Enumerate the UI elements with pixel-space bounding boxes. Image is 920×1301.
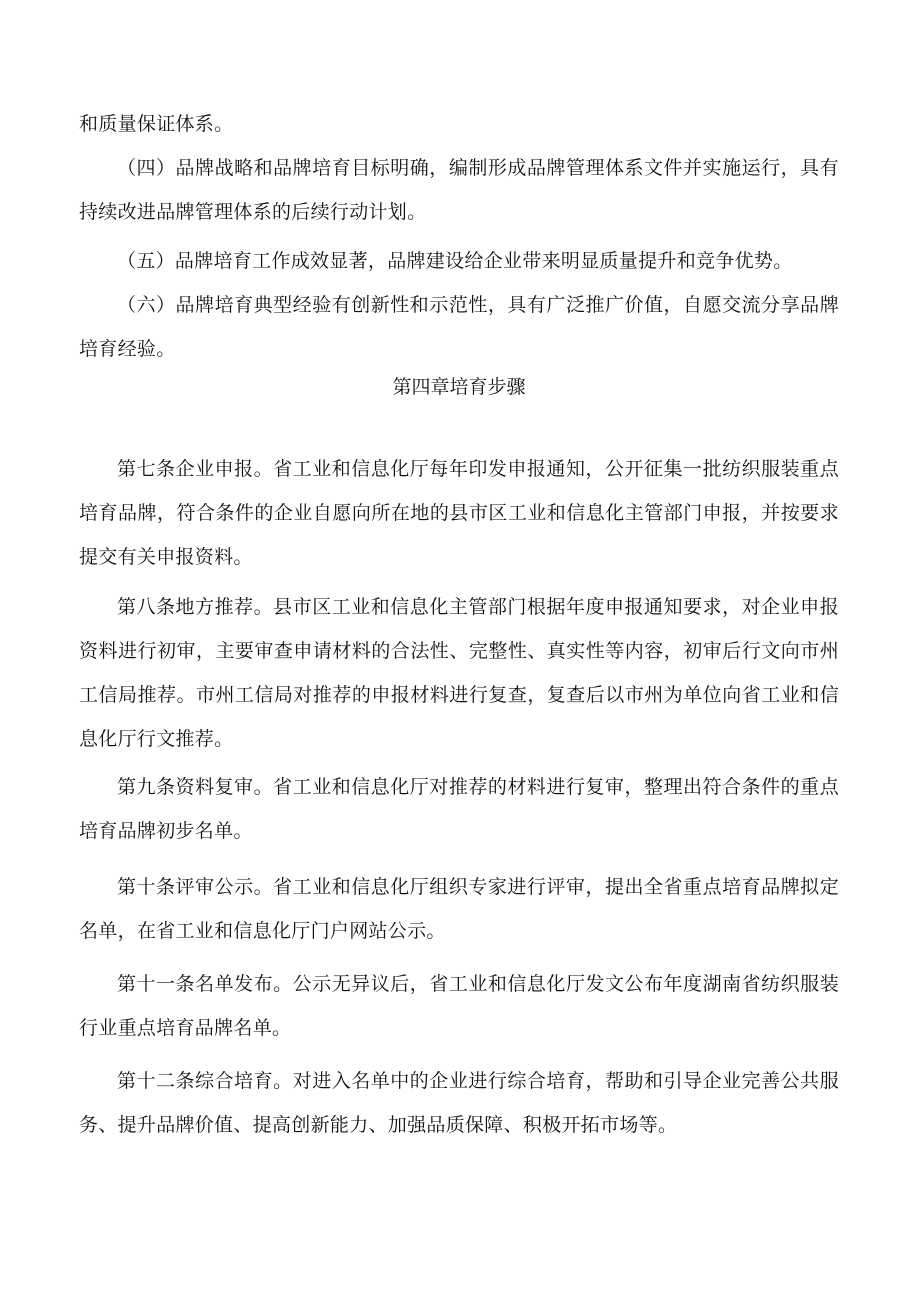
article-10: 第十条评审公示。省工业和信息化厅组织专家进行评审，提出全省重点培育品牌拟定名单，在省工业和信息化厅门户网站公示。 xyxy=(79,876,839,942)
chapter-title: 第四章培育步骤 xyxy=(392,376,526,398)
article-7: 第七条企业申报。省工业和信息化厅每年印发申报通知，公开征集一批纺织服装重点培育品牌，符合条件的企业自愿向所在地的县市区工业和信息化主管部门申报，并按要求提交有关申报资料。 xyxy=(79,458,839,568)
article-9: 第九条资料复审。省工业和信息化厅对推荐的材料进行复审，整理出符合条件的重点培育品牌初步名单。 xyxy=(79,776,839,842)
criteria-item-4: （四）品牌战略和品牌培育目标明确，编制形成品牌管理体系文件并实施运行，具有持续改进品牌管理体系的后续行动计划。 xyxy=(79,157,839,223)
article-8: 第八条地方推荐。县市区工业和信息化主管部门根据年度申报通知要求，对企业申报资料进行初审，主要审查申请材料的合法性、完整性、真实性等内容，初审后行文向市州工信局推荐。市州工信局对推荐的申报材料进行复查，复查后以市州为单位向省工业和信息化厅行文推荐。 xyxy=(79,596,839,750)
paragraph-continuation: 和质量保证体系。 xyxy=(79,113,234,135)
criteria-item-5: （五）品牌培育工作成效显著，品牌建设给企业带来明显质量提升和竞争优势。 xyxy=(117,250,793,272)
criteria-item-6: （六）品牌培育典型经验有创新性和示范性，具有广泛推广价值，自愿交流分享品牌培育经验。 xyxy=(79,294,839,360)
article-12: 第十二条综合培育。对进入名单中的企业进行综合培育，帮助和引导企业完善公共服务、提升品牌价值、提高创新能力、加强品质保障、积极开拓市场等。 xyxy=(79,1070,839,1136)
article-11: 第十一条名单发布。公示无异议后，省工业和信息化厅发文公布年度湖南省纺织服装行业重点培育品牌名单。 xyxy=(79,973,839,1039)
